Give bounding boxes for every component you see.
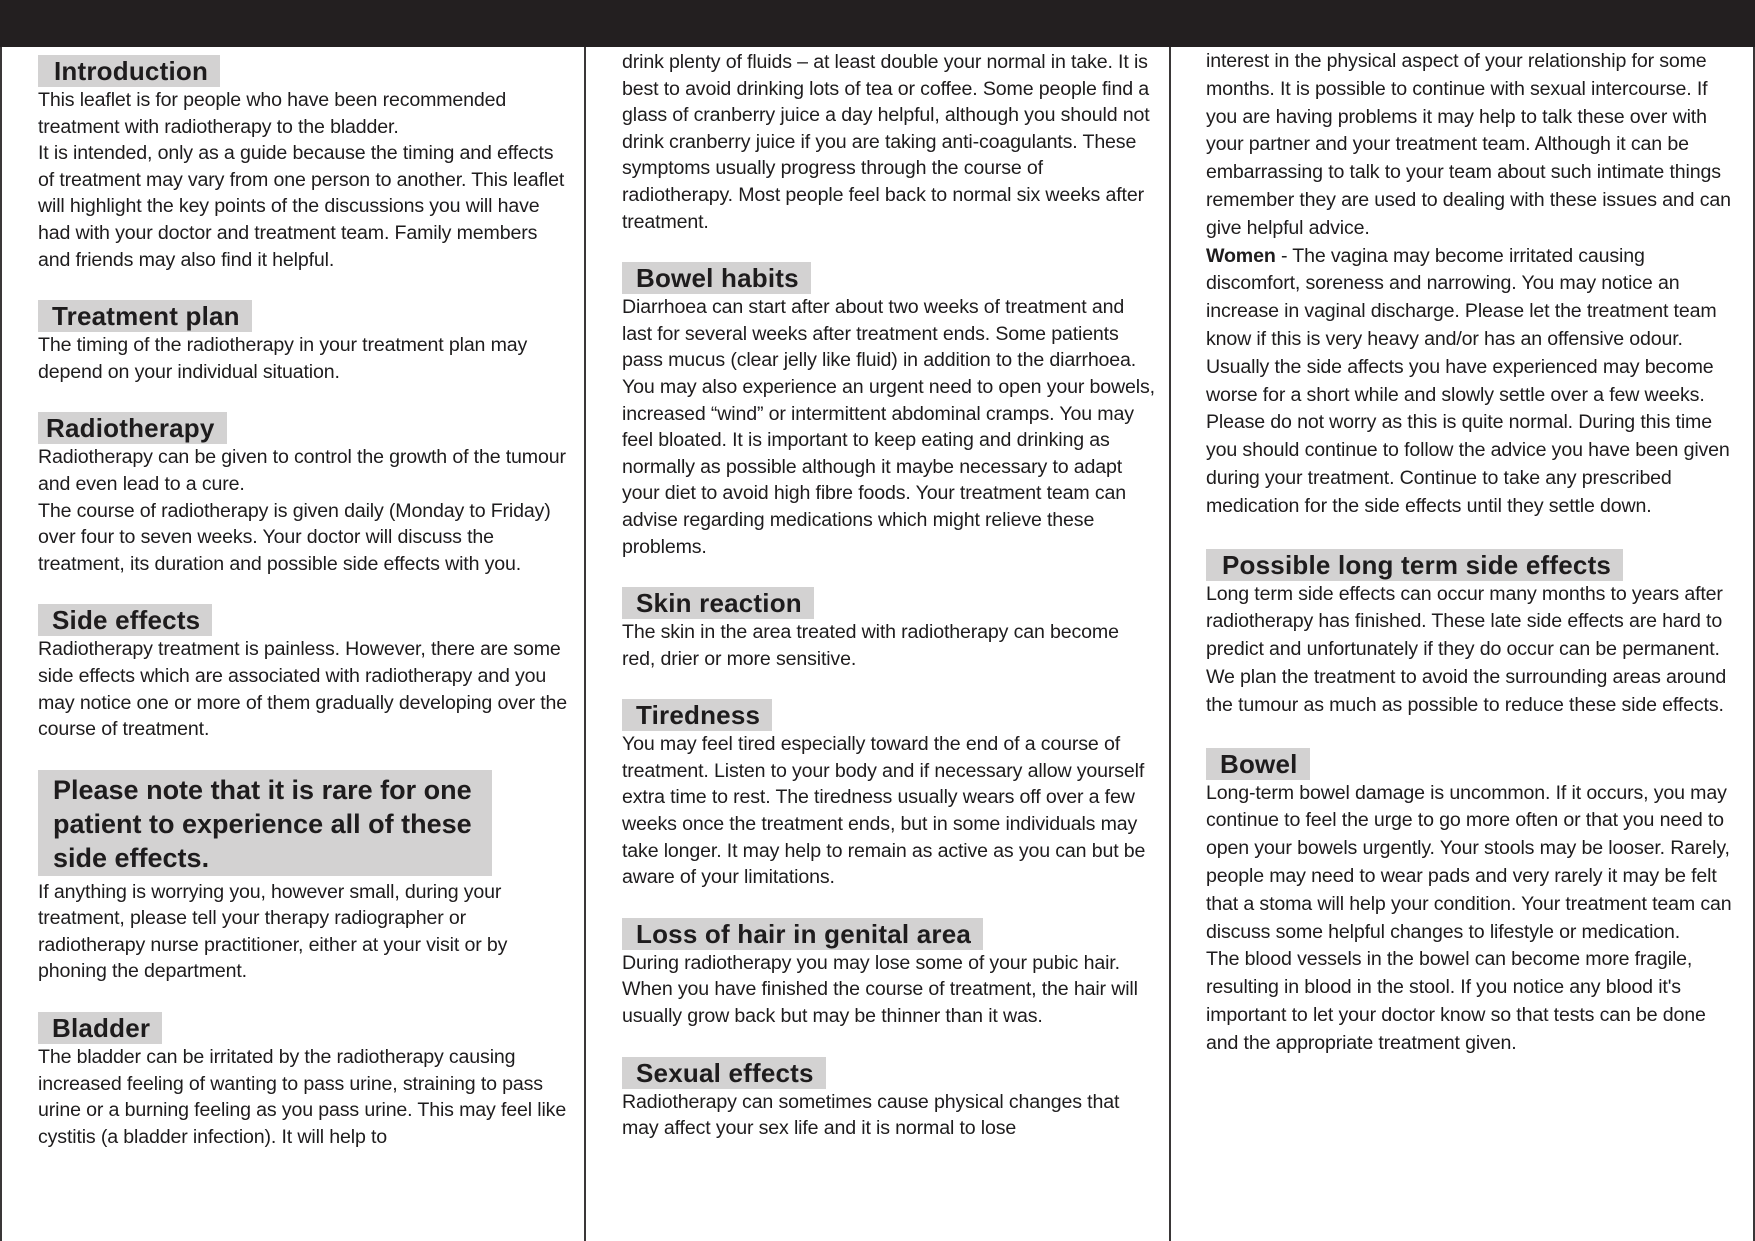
introduction-paragraph-2: It is intended, only as a guide because the timing and effects of treatment may vary from one person to another. This leaflet will highlight the key points of the discussions you will have had with your doctor and treatment team. Family members and friends may also find it helpful. [38,142,565,271]
column-2 [622,47,1157,1142]
section-treatment-plan [38,300,573,385]
section-skin-reaction [622,587,1157,672]
section-side-effects [38,604,573,742]
women-text: - The vagina may become irritated causing discomfort, soreness and narrowing. You may notice an increase in vaginal discharge. Please let the treatment team know if this is very heavy and/or has an offensive odour. [1206,244,1717,350]
bladder-paragraph: The bladder can be irritated by the radiotherapy causing increased feeling of wanting to pass urine, straining to pass urine or a burning feeling as you pass urine. This may feel like cystitis (a bladder infection). It will help to [38,1046,567,1148]
section-bowel [1206,748,1741,1058]
section-hair-loss [622,918,1157,1030]
women-paragraph [1206,243,1741,354]
heading-treatment-plan: Treatment plan [38,300,252,332]
introduction-paragraph-1: This leaflet is for people who have been recommended treatment with radiotherapy to the bladder. [38,89,507,138]
sexual-effects-paragraph: Radiotherapy can sometimes cause physical changes that may affect your sex life and it is normal to lose [622,1090,1120,1140]
bladder-continuation-paragraph: drink plenty of fluids – at least double your normal in take. It is best to avoid drinking lots of tea or coffee. Some people find a glass of cranberry juice a day helpful, although you should not drink cranberry juice if you are taking anti-coagulants. These symptoms usually progress through the course of radiotherapy. Most people feel back to normal six weeks after treatment. [622,51,1150,233]
heading-bowel: Bowel [1206,748,1310,780]
treatment-plan-paragraph: The timing of the radiotherapy in your treatment plan may depend on your individual situation. [38,334,528,383]
note-paragraph: If anything is worrying you, however small, during your treatment, please tell your therapy radiographer or radiotherapy nurse practitioner, either at your visit or by phoning the department. [38,880,508,983]
tiredness-paragraph: You may feel tired especially toward the end of a course of treatment. Listen to your body and if necessary allow yourself extra time to rest. The tiredness usually wears off over a few weeks once the treatment ends, but in some individuals may take longer. It may help to remain as active as you can but be aware of your limitations. [622,733,1146,889]
section-long-term-side-effects [1206,549,1741,720]
heading-introduction: Introduction [38,55,220,87]
heading-tiredness: Tiredness [622,699,772,731]
women-label: Women [1206,244,1276,267]
section-tiredness [622,699,1157,891]
sexual-effects-continuation-paragraph: interest in the physical aspect of your relationship for some months. It is possible to continue with sexual intercourse. If you are having problems it may help to talk these over with your partner and your treatment team. Although it can be embarrassing to talk to your team about such intimate things remember they are used to dealing with these issues and can give helpful advice. [1206,50,1731,239]
column-divider-1 [584,47,586,1241]
long-term-paragraph: Long term side effects can occur many months to years after radiotherapy has finished. These late side effects are hard to predict and unfortunately if they do occur can be permanent. We plan the treatment to avoid the surrounding areas around the tumour as much as possible to reduce these side effects. [1206,582,1727,716]
heading-radiotherapy: Radiotherapy [38,412,227,444]
side-effects-paragraph: Radiotherapy treatment is painless. However, there are some side effects which are associated with radiotherapy and you may notice one or more of them gradually developing over the course of treatment. [38,638,568,741]
heading-bowel-habits: Bowel habits [622,262,811,294]
section-bladder [38,1012,573,1150]
section-radiotherapy [38,412,573,577]
heading-skin-reaction: Skin reaction [622,587,814,619]
bowel-paragraph-2: The blood vessels in the bowel can become more fragile, resulting in blood in the stool. If you notice any blood it's important to let your doctor know so that tests can be done and the appropriate treatment given. [1206,948,1706,1054]
skin-reaction-paragraph: The skin in the area treated with radiotherapy can become red, drier or more sensitive. [622,621,1119,670]
heading-hair-loss: Loss of hair in genital area [622,918,983,950]
hair-loss-paragraph: During radiotherapy you may lose some of your pubic hair. When you have finished the course of treatment, the hair will usually grow back but may be thinner than it was. [622,951,1138,1028]
heading-bladder: Bladder [38,1012,162,1044]
section-introduction [38,55,573,273]
left-page-edge [0,47,2,1241]
top-bar [0,0,1755,47]
column-3 [1206,47,1741,1058]
radiotherapy-paragraph-1: Radiotherapy can be given to control the growth of the tumour and even lead to a cure. [38,446,566,495]
section-bowel-habits [622,262,1157,560]
heading-sexual-effects: Sexual effects [622,1057,826,1089]
heading-long-term-side-effects: Possible long term side effects [1206,549,1623,581]
radiotherapy-paragraph-2: The course of radiotherapy is given daily (Monday to Friday) over four to seven weeks. Your doctor will discuss the treatment, its duration and possible side effects with you. [38,499,551,575]
bowel-habits-paragraph: Diarrhoea can start after about two weeks of treatment and last for several weeks after treatment ends. Some patients pass mucus (clear jelly like fluid) in addition to the diarrhoea. You may also experience an urgent need to open your bowels, increased “wind” or intermittent abdominal cramps. You may feel bloated. It is important to keep eating and drinking as normally as possible although it maybe necessary to adapt your diet to avoid high fibre foods. Your treatment team can advise regarding medications which might relieve these problems. [622,296,1155,558]
heading-rare-note: Please note that it is rare for one patient to experience all of these side effects. [38,770,492,876]
column-divider-2 [1169,47,1171,1241]
column-1 [38,47,573,1150]
section-note [38,770,573,985]
heading-side-effects: Side effects [38,604,212,636]
section-sexual-effects [622,1057,1157,1142]
bowel-paragraph-1: Long-term bowel damage is uncommon. If it occurs, you may continue to feel the urge to go more often or that you need to open your bowels urgently. Your stools may be looser. Rarely, people may need to wear pads and very rarely it may be felt that a stoma will help your condition. Your treatment team can discuss some helpful changes to lifestyle or medication. [1206,781,1732,943]
settling-paragraph: Usually the side affects you have experienced may become worse for a short while and slowly settle over a few weeks. Please do not worry as this is quite normal. During this time you should continue to follow the advice you have been given during your treatment. Continue to take any prescribed medication for the side effects until they settle down. [1206,355,1730,517]
